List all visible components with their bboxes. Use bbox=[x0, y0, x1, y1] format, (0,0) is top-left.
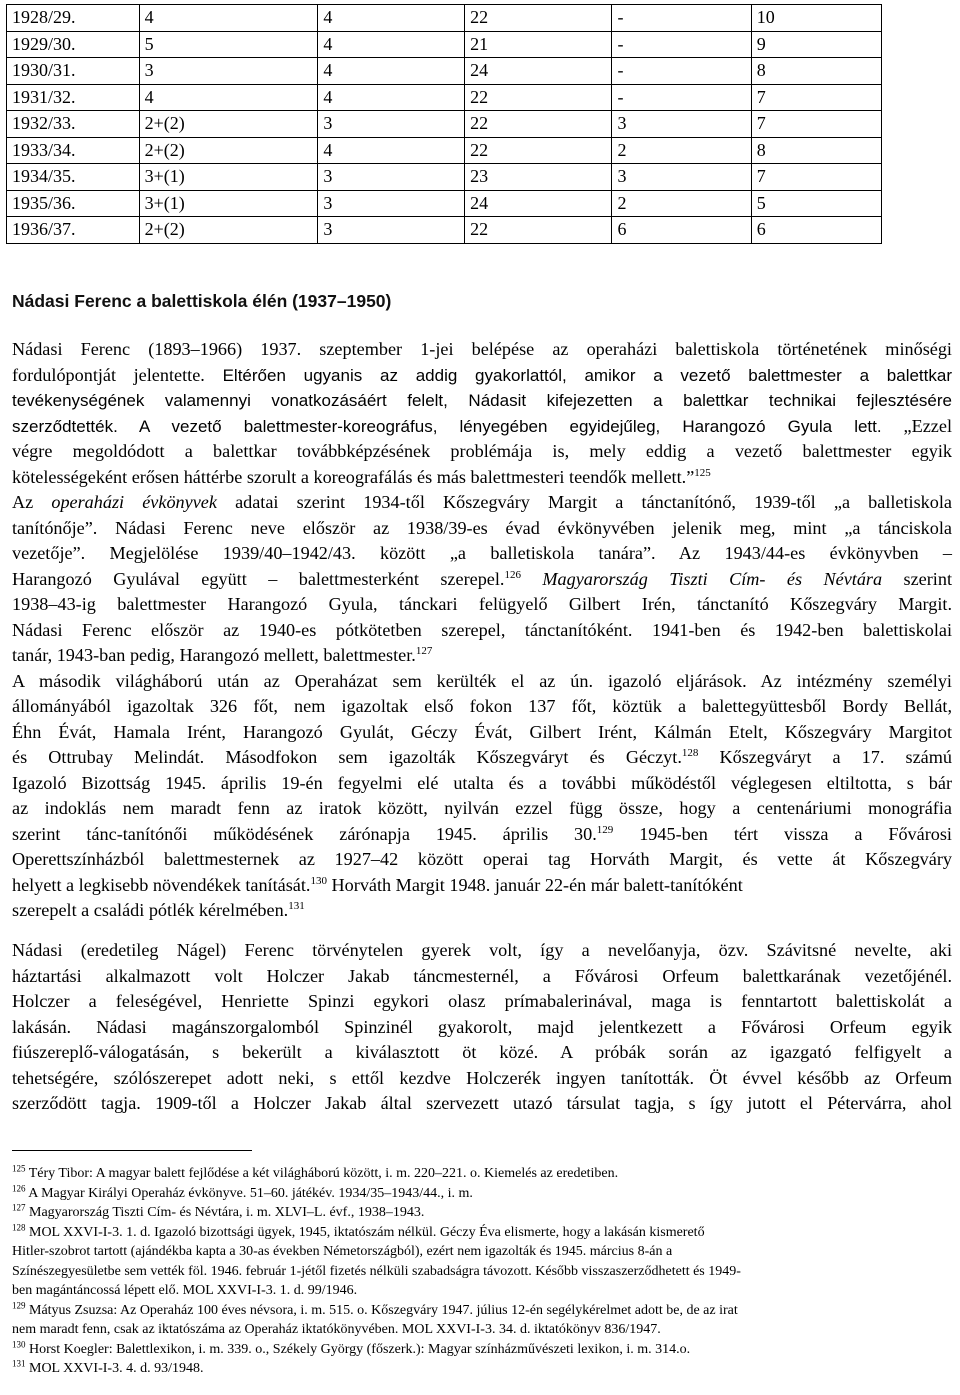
text-line bbox=[12, 618, 952, 644]
table-cell: 2 bbox=[612, 137, 751, 164]
footnote-separator bbox=[12, 1150, 252, 1151]
footnote-text: A Magyar Királyi Operaház évkönyve. 51–60. játékév. 1934/35–1943/44., i. m. bbox=[25, 1185, 473, 1201]
table-cell: 3+(1) bbox=[139, 190, 318, 217]
text-span: az indoklás nem maradt fenn az iratok között, nyilván ezzel függ össze, hogy a centenáriumi monográfia bbox=[12, 798, 952, 818]
text-line bbox=[12, 771, 952, 797]
table-row bbox=[7, 164, 882, 191]
text-span: Éhn Évát, Hamala Irént, Harangozó Gyulát, Géczy Évát, Gilbert Irént, Kálmán Etelt, Kőszegváry Margitot bbox=[12, 721, 952, 742]
text-span: és Ottrubay Melindát. Másodfokon sem igazolták Kőszegváryt és Géczyt. bbox=[12, 747, 682, 767]
table-cell: 3 bbox=[318, 190, 465, 217]
text-span: végre megoldódott a balettkar továbbképzésének problémája is, mely eddig a vezető balettmester egyik bbox=[12, 441, 952, 461]
text-span: Kőszegváryt a 17. számú bbox=[698, 747, 952, 767]
text-span: állományából igazoltak 326 főt, nem igazoltak első fokon 137 főt, köztük a balettegyüttesből Bordy Bellát, bbox=[12, 696, 952, 716]
table-row bbox=[7, 84, 882, 111]
text-line bbox=[12, 592, 952, 618]
footnote-number: 129 bbox=[12, 1299, 26, 1310]
table-cell: 1936/37. bbox=[7, 217, 140, 244]
footnote-125 bbox=[12, 1164, 952, 1184]
footnote-text: nem maradt fenn, csak az iktatószáma az Operaház iktatókönyvében. MOL XXVI-I-3. 34. d. iktatókönyv 836/1947. bbox=[12, 1322, 661, 1337]
text-line bbox=[12, 439, 952, 465]
footnote-text: Magyarország Tiszti Cím- és Névtára, i. m. XLVI–L. évf., 1938–1943. bbox=[25, 1205, 425, 1220]
footnote-text: MOL XXVI-I-3. 1. d. Igazoló bizottsági ügyek, 1945, iktatószám nélkül. Géczy Éva elismerte, hogy a lakásán kismerető bbox=[25, 1224, 705, 1240]
season-stats-table bbox=[6, 4, 882, 244]
text-line bbox=[12, 898, 952, 924]
text-line bbox=[12, 490, 952, 516]
text-span: adatai szerint 1934-től Kőszegváry Margit a tánctanítónő, 1939-től „a balletiskola bbox=[216, 492, 952, 512]
table-cell: 1932/33. bbox=[7, 111, 140, 138]
footnote-126 bbox=[12, 1184, 952, 1204]
table-cell: 1928/29. bbox=[7, 5, 140, 32]
text-span: lakásán. Nádasi magánszorgalomból Spinzinél gyakorolt, majd jelentkezett a Fővárosi Orfeum egyik bbox=[12, 1016, 952, 1037]
footnote-number: 130 bbox=[12, 1338, 26, 1349]
text-span: fiúszereplő-válogatásán, s bekerült a kiválasztott öt közé. A próbák során az igazgató felfigyelt a bbox=[12, 1042, 952, 1062]
footnotes bbox=[12, 1164, 952, 1379]
table-cell: 2 bbox=[612, 190, 751, 217]
table-cell: 4 bbox=[318, 84, 465, 111]
text-span: Igazoló Bizottság 1945. április 19-én fegyelmi elé utalta és a további működéstől véglegesen eltiltotta, s bár bbox=[12, 772, 952, 793]
text-line bbox=[12, 669, 952, 695]
footnote-ref: 126 bbox=[504, 568, 521, 581]
table-cell: 21 bbox=[465, 31, 612, 58]
table-cell: 1930/31. bbox=[7, 58, 140, 85]
text-span: A második világháború után az Operaházat sem kerülték el az ún. igazoló eljárások. Az intézmény személyi bbox=[12, 670, 952, 691]
table-cell: 7 bbox=[751, 84, 881, 111]
text-line bbox=[12, 964, 952, 990]
text-line bbox=[12, 989, 952, 1015]
text-span: helyett a legkisebb növendékek tanítását. bbox=[12, 874, 311, 895]
text-line bbox=[12, 363, 952, 389]
text-span: fordulópontját jelentette. bbox=[12, 364, 205, 385]
table-cell: - bbox=[612, 5, 751, 32]
text-span: „Ezzel bbox=[881, 415, 952, 436]
table-cell: 4 bbox=[139, 5, 318, 32]
table-cell: 2+(2) bbox=[139, 111, 318, 138]
table-cell: 23 bbox=[465, 164, 612, 191]
table-cell: 8 bbox=[751, 58, 881, 85]
table-cell: 4 bbox=[318, 31, 465, 58]
text-line bbox=[12, 847, 952, 873]
table-row bbox=[7, 111, 882, 138]
text-span: szerződött tagja. 1909-től a Holczer Jakab által szervezett utazó társulat tagja, s így jutott el Pétervárra, ahol bbox=[12, 1093, 952, 1113]
text-line bbox=[12, 1040, 952, 1066]
table-cell: 24 bbox=[465, 58, 612, 85]
text-line bbox=[12, 1091, 952, 1117]
text-line bbox=[12, 745, 952, 771]
footnote-text: Téry Tibor: A magyar balett fejlődése a két világháború között, i. m. 220–221. o. Kiemelés az eredetiben. bbox=[25, 1166, 619, 1181]
footnote-128-cont bbox=[12, 1262, 952, 1282]
table-row bbox=[7, 58, 882, 85]
table-cell: 22 bbox=[465, 217, 612, 244]
footnote-130 bbox=[12, 1340, 952, 1360]
text-line bbox=[12, 337, 952, 363]
text-span: kötelességeként erősen háttérbe szorult a koreografálás és más balettmesteri teendők mellett.” bbox=[12, 466, 695, 487]
table-row bbox=[7, 217, 882, 244]
footnote-ref: 129 bbox=[596, 823, 614, 836]
table-cell: 7 bbox=[751, 164, 881, 191]
text-span: Harangozó Gyulával együtt – balettmesterként szerepel. bbox=[12, 568, 505, 589]
table-cell: 7 bbox=[751, 111, 881, 138]
footnote-text: Horst Koegler: Balettlexikon, i. m. 339. o., Székely György (főszerk.): Magyar színházművészeti lexikon, i. m. 314.o. bbox=[25, 1341, 691, 1357]
table-row bbox=[7, 190, 882, 217]
table-cell: - bbox=[612, 84, 751, 111]
text-line bbox=[12, 720, 952, 746]
footnote-128-cont bbox=[12, 1242, 952, 1262]
text-line bbox=[12, 694, 952, 720]
text-span: operaházi évkönyvek bbox=[51, 492, 217, 512]
table-cell: 22 bbox=[465, 5, 612, 32]
footnote-ref: 130 bbox=[310, 874, 327, 887]
text-line bbox=[12, 541, 952, 567]
text-span: Az bbox=[12, 492, 52, 512]
text-span: szerződtették. A vezető balettmester-koreográfus, lényegében egyidejűleg, Harangozó Gyula lett. bbox=[12, 416, 882, 436]
table-cell: 4 bbox=[139, 84, 318, 111]
table-cell: 3 bbox=[139, 58, 318, 85]
text-line bbox=[12, 567, 952, 593]
table-cell: 6 bbox=[751, 217, 881, 244]
footnote-number: 126 bbox=[12, 1182, 26, 1193]
paragraph-2 bbox=[12, 938, 952, 1117]
text-line bbox=[12, 1066, 952, 1092]
footnote-text: Színészegyesületbe sem vették föl. 1946. február 1-jétől fizetés nélküli szabadságra távozott. Később visszaszerződhetett és 1949- bbox=[12, 1263, 741, 1279]
paragraph-1 bbox=[12, 337, 952, 924]
text-span: Holczer a feleségével, Henriette Spinzi egykori olasz prímabalerinával, maga is fenntartott balettiskolát a bbox=[12, 991, 952, 1011]
text-line bbox=[12, 873, 952, 899]
footnote-number: 125 bbox=[12, 1163, 26, 1174]
table-row bbox=[7, 31, 882, 58]
footnote-129 bbox=[12, 1301, 952, 1321]
text-span: 1938–43-ig balettmester Harangozó Gyula, tánckari felügyelő Gilbert Irén, tánctanító Kőszegváry Margit. bbox=[12, 594, 952, 614]
table-row bbox=[7, 137, 882, 164]
table-cell: 1931/32. bbox=[7, 84, 140, 111]
table-cell: 2+(2) bbox=[139, 217, 318, 244]
table-cell: 22 bbox=[465, 111, 612, 138]
text-span: szerint bbox=[882, 568, 953, 589]
text-span: tanár, 1943-ban pedig, Harangozó mellett, balettmester. bbox=[12, 645, 416, 665]
text-line bbox=[12, 643, 952, 669]
text-span: vezetője”. Megjelölése 1939/40–1942/43. között „a balletiskola tanára”. Az 1943/44-es évkönyvben – bbox=[12, 543, 952, 563]
text-line bbox=[12, 938, 952, 964]
table-cell: 4 bbox=[318, 137, 465, 164]
table-cell: 4 bbox=[318, 58, 465, 85]
text-span: 1945-ben tért vissza a Fővárosi bbox=[613, 823, 952, 844]
footnote-number: 128 bbox=[12, 1221, 26, 1232]
table-cell: 3 bbox=[318, 111, 465, 138]
table-body bbox=[7, 5, 882, 244]
table-cell: 1934/35. bbox=[7, 164, 140, 191]
table-row bbox=[7, 5, 882, 32]
footnote-128-cont bbox=[12, 1281, 952, 1301]
table-cell: - bbox=[612, 31, 751, 58]
table-cell: 3 bbox=[318, 217, 465, 244]
text-span: szerint tánc-tanítónői működésének zárónapja 1945. április 30. bbox=[12, 823, 597, 844]
footnote-131 bbox=[12, 1359, 952, 1379]
footnote-ref: 125 bbox=[694, 466, 711, 479]
table-cell: 3 bbox=[612, 164, 751, 191]
table-cell: 8 bbox=[751, 137, 881, 164]
table-cell: 22 bbox=[465, 84, 612, 111]
table-cell: 1933/34. bbox=[7, 137, 140, 164]
text-span: tehetségére, szólószerepet adott neki, s ettől kezdve Holczerék ingyen tanították. Öt évvel később az Orfeum bbox=[12, 1067, 952, 1088]
footnote-127 bbox=[12, 1203, 952, 1223]
table-cell: - bbox=[612, 58, 751, 85]
text-span: Eltérően ugyanis az addig gyakorlattól, amikor a vezető balettmester a balettkar bbox=[204, 365, 952, 385]
table-cell: 3 bbox=[318, 164, 465, 191]
table-cell: 6 bbox=[612, 217, 751, 244]
text-line bbox=[12, 388, 952, 414]
table-cell: 3 bbox=[612, 111, 751, 138]
text-line bbox=[12, 465, 952, 491]
text-span: szerepelt a családi pótlék kérelmében. bbox=[12, 900, 289, 920]
section-heading: Nádasi Ferenc a balettiskola élén (1937–1950) bbox=[12, 291, 392, 311]
text-span: Nádasi (eredetileg Nágel) Ferenc törvénytelen gyerek volt, így a nevelőanyja, özv. Szávitsné nevelte, aki bbox=[12, 940, 952, 960]
text-span: Nádasi Ferenc (1893–1966) 1937. szeptember 1-jei belépése az operaházi balettiskola történetének minőségi bbox=[12, 339, 952, 359]
text-line bbox=[12, 414, 952, 440]
text-span: háztartási alkalmazott volt Holczer Jakab táncmesternél, a Fővárosi Orfeum balettkarának vezetőjénél. bbox=[12, 965, 952, 986]
text-line bbox=[12, 516, 952, 542]
table-cell: 5 bbox=[139, 31, 318, 58]
table-cell: 2+(2) bbox=[139, 137, 318, 164]
footnote-number: 127 bbox=[12, 1202, 26, 1213]
footnote-text: Mátyus Zsuzsa: Az Operaház 100 éves névsora, i. m. 515. o. Kőszegváry 1947. július 12-én segélykérelmet adott be, de az irat bbox=[25, 1302, 738, 1318]
table-cell: 9 bbox=[751, 31, 881, 58]
text-line bbox=[12, 822, 952, 848]
footnote-text: MOL XXVI-I-3. 4. d. 93/1948. bbox=[25, 1361, 204, 1376]
footnote-text: Hitler-szobrot tartott (ajándékba kapta a 30-as években Németországból), ezért nem igazolták és 1945. március 8-án a bbox=[12, 1244, 673, 1259]
footnote-text: ben magántáncossá lépett elő. MOL XXVI-I-3. 1. d. 99/1946. bbox=[12, 1283, 358, 1298]
footnote-ref: 128 bbox=[681, 746, 699, 759]
text-span: Nádasi Ferenc először az 1940-es pótkötetben szerepel, tánctanítóként. 1941-ben és 1942-ben balettiskolai bbox=[12, 619, 952, 640]
text-span: Operettszínházból balettmesternek az 1927–42 között operai tag Horváth Margit, és vette át Kőszegváry bbox=[12, 849, 952, 869]
footnote-ref: 127 bbox=[415, 644, 433, 657]
table-cell: 1935/36. bbox=[7, 190, 140, 217]
table-cell: 3+(1) bbox=[139, 164, 318, 191]
footnote-129-cont bbox=[12, 1320, 952, 1340]
footnote-ref: 131 bbox=[288, 899, 305, 912]
table-cell: 10 bbox=[751, 5, 881, 32]
footnote-number: 131 bbox=[12, 1358, 26, 1369]
footnote-128 bbox=[12, 1223, 952, 1243]
table-cell: 24 bbox=[465, 190, 612, 217]
text-line bbox=[12, 796, 952, 822]
table-cell: 5 bbox=[751, 190, 881, 217]
table-cell: 1929/30. bbox=[7, 31, 140, 58]
table-cell: 4 bbox=[318, 5, 465, 32]
text-span: tanítónője”. Nádasi Ferenc neve először az 1938/39-es évad évkönyvében jelenik meg, mint „a tánciskola bbox=[12, 517, 952, 538]
text-span: Horváth Margit 1948. január 22-én már balett-tanítóként bbox=[326, 874, 743, 895]
table-cell: 22 bbox=[465, 137, 612, 164]
text-span: tevékenységének valamennyi vonatkozásáért felelt, Nádasit kifejezetten a balettkar technikai fejlesztésére bbox=[12, 391, 952, 410]
text-span: Magyarország Tiszti Cím- és Névtára bbox=[520, 568, 883, 589]
text-line bbox=[12, 1015, 952, 1041]
